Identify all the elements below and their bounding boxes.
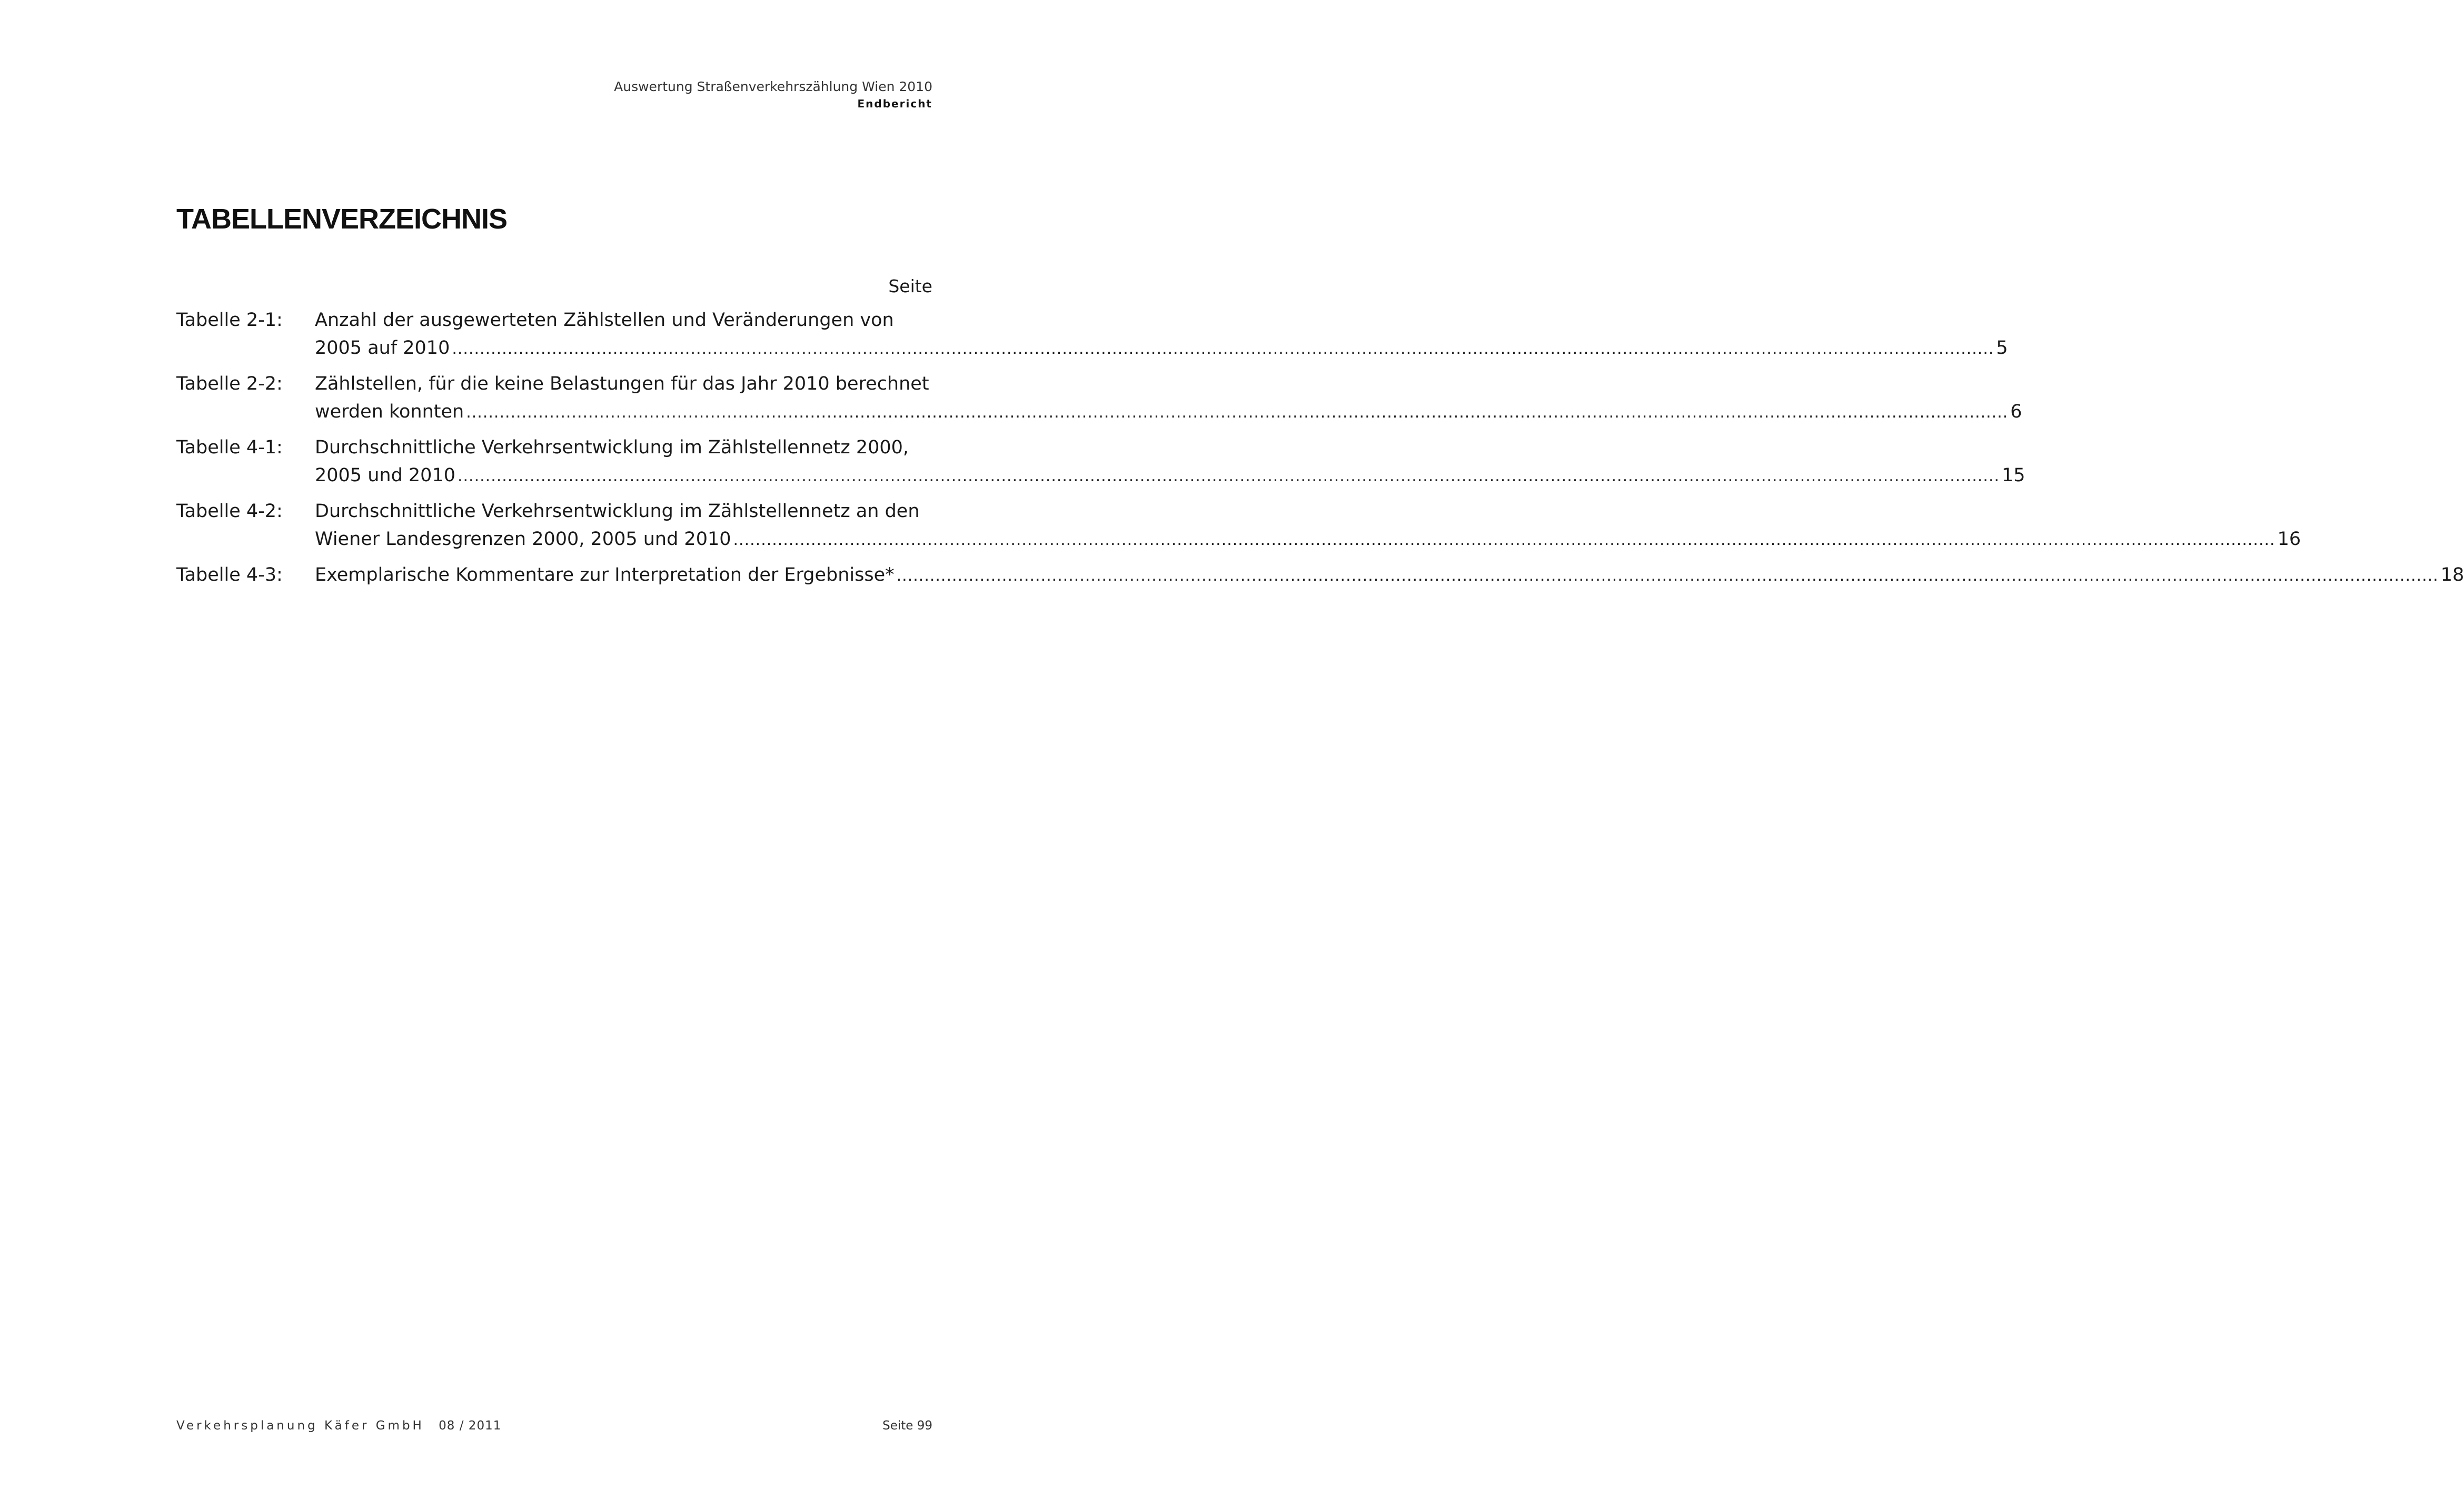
dot-leader <box>466 399 2008 426</box>
footer-company: Verkehrsplanung Käfer GmbH <box>176 1419 424 1433</box>
toc-entry-title-line: Durchschnittliche Verkehrsentwicklung im Zählstellennetz 2000, <box>315 437 909 458</box>
toc-entry-page: 15 <box>2002 465 2025 486</box>
header-report-type: Endbericht <box>857 97 932 110</box>
toc-entry-title-line: Durchschnittliche Verkehrsentwicklung im Zählstellennetz an den <box>315 501 920 522</box>
toc-entry-title-end: Exemplarische Kommentare zur Interpretation der Ergebnisse* <box>315 564 895 585</box>
dot-leader <box>897 562 2439 590</box>
toc-entry[interactable] <box>176 306 2008 363</box>
toc-entry-title-line: Zählstellen, für die keine Belastungen für das Jahr 2010 berechnet <box>315 373 929 394</box>
running-header <box>614 78 932 112</box>
toc-entry-label: Tabelle 2-2: <box>176 373 283 394</box>
toc-entry-page: 16 <box>2277 529 2301 550</box>
toc-entry-page: 18 <box>2440 564 2464 585</box>
toc-entry-page: 6 <box>2010 401 2022 422</box>
dot-leader <box>452 335 1994 363</box>
toc-entry-title-line: Anzahl der ausgewerteten Zählstellen und Veränderungen von <box>315 310 894 331</box>
toc-entry[interactable] <box>176 370 2022 426</box>
dot-leader <box>458 462 2000 490</box>
toc-entry-label: Tabelle 2-1: <box>176 310 283 331</box>
toc-entry-title-end: werden konnten <box>315 401 464 422</box>
toc-entry-title-end: Wiener Landesgrenzen 2000, 2005 und 2010 <box>315 529 731 550</box>
toc-entry[interactable] <box>176 434 2025 490</box>
running-footer <box>176 1419 932 1433</box>
page-title: TABELLENVERZEICHNIS <box>176 203 508 235</box>
toc-entry-label: Tabelle 4-3: <box>176 564 283 585</box>
toc-entry-label: Tabelle 4-1: <box>176 437 283 458</box>
dot-leader <box>733 526 2276 554</box>
page-column-label: Seite <box>888 276 932 296</box>
toc-entry-title-end: 2005 und 2010 <box>315 465 455 486</box>
toc-entry-title-end: 2005 auf 2010 <box>315 337 450 359</box>
toc-entry[interactable] <box>176 498 2301 554</box>
header-report-title: Auswertung Straßenverkehrszählung Wien 2010 <box>614 79 932 94</box>
footer-date: 08 / 2011 <box>439 1419 502 1433</box>
table-of-tables <box>176 306 2464 597</box>
footer-page-number: Seite 99 <box>882 1419 932 1433</box>
toc-entry-page: 5 <box>1996 337 2008 359</box>
toc-entry-label: Tabelle 4-2: <box>176 501 283 522</box>
toc-entry[interactable] <box>176 561 2464 590</box>
